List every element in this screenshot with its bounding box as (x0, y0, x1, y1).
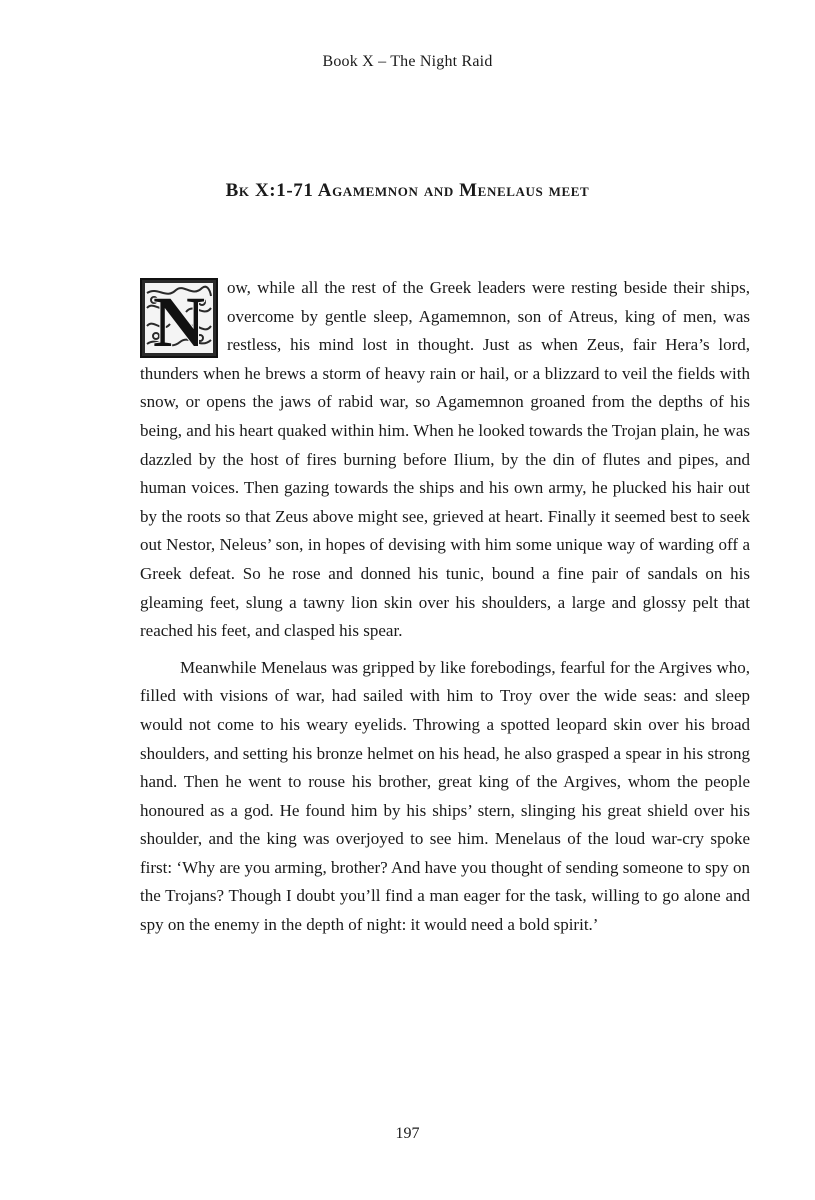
paragraph-1 (140, 274, 750, 646)
section-title: Bk X:1-71 Agamemnon and Menelaus meet (225, 180, 590, 201)
paragraph-1-text: ow, while all the rest of the Greek leaders were resting beside their ships, overcome by gentle sleep, Agamemnon, son of Atreus, king of men, was restless, his mind lost in thought. Just as when Zeus, fair Hera’s lord, thunders when he brews a storm of heavy rain or hail, or a blizzard to veil the fields with snow, or opens the jaws of rabid war, so Agamemnon groaned from the depths of his being, and his heart quaked within him. When he looked towards the Trojan plain, he was dazzled by the host of fires burning before Ilium, by the din of flutes and pipes, and human voices. Then gazing towards the ships and his own army, he plucked his hair out by the roots so that Zeus above might see, grieved at heart. Finally it seemed best to seek out Nestor, Neleus’ son, in hopes of devising with him some unique way of warding off a Greek defeat. So he rose and donned his tunic, bound a fine pair of sandals on his gleaming feet, slung a tawny lion skin over his shoulders, a large and glossy pelt that reached his feet, and clasped his spear. (140, 278, 750, 641)
page-number: 197 (395, 1125, 420, 1142)
running-head: Book X – The Night Raid (322, 53, 493, 70)
drop-cap-icon (140, 278, 218, 358)
body-text (140, 274, 750, 940)
drop-cap-letter: N (153, 282, 205, 358)
paragraph-2: Meanwhile Menelaus was gripped by like forebodings, fearful for the Argives who, filled with visions of war, had sailed with him to Troy over the wide seas: and sleep would not come to his weary eyelids. Throwing a spotted leopard skin over his broad shoulders, and setting his bronze helmet on his head, he also grasped a spear in his strong hand. Then he went to rouse his brother, great king of the Argives, whom the people honoured as a god. He found him by his ships’ stern, slinging his great shield over his shoulder, and the king was overjoyed to see him. Menelaus of the loud war-cry spoke first: ‘Why are you arming, brother? And have you thought of sending someone to spy on the Trojans? Though I doubt you’ll find a man eager for the task, willing to go alone and spy on the enemy in the depth of night: it would need a bold spirit.’ (140, 657, 750, 935)
